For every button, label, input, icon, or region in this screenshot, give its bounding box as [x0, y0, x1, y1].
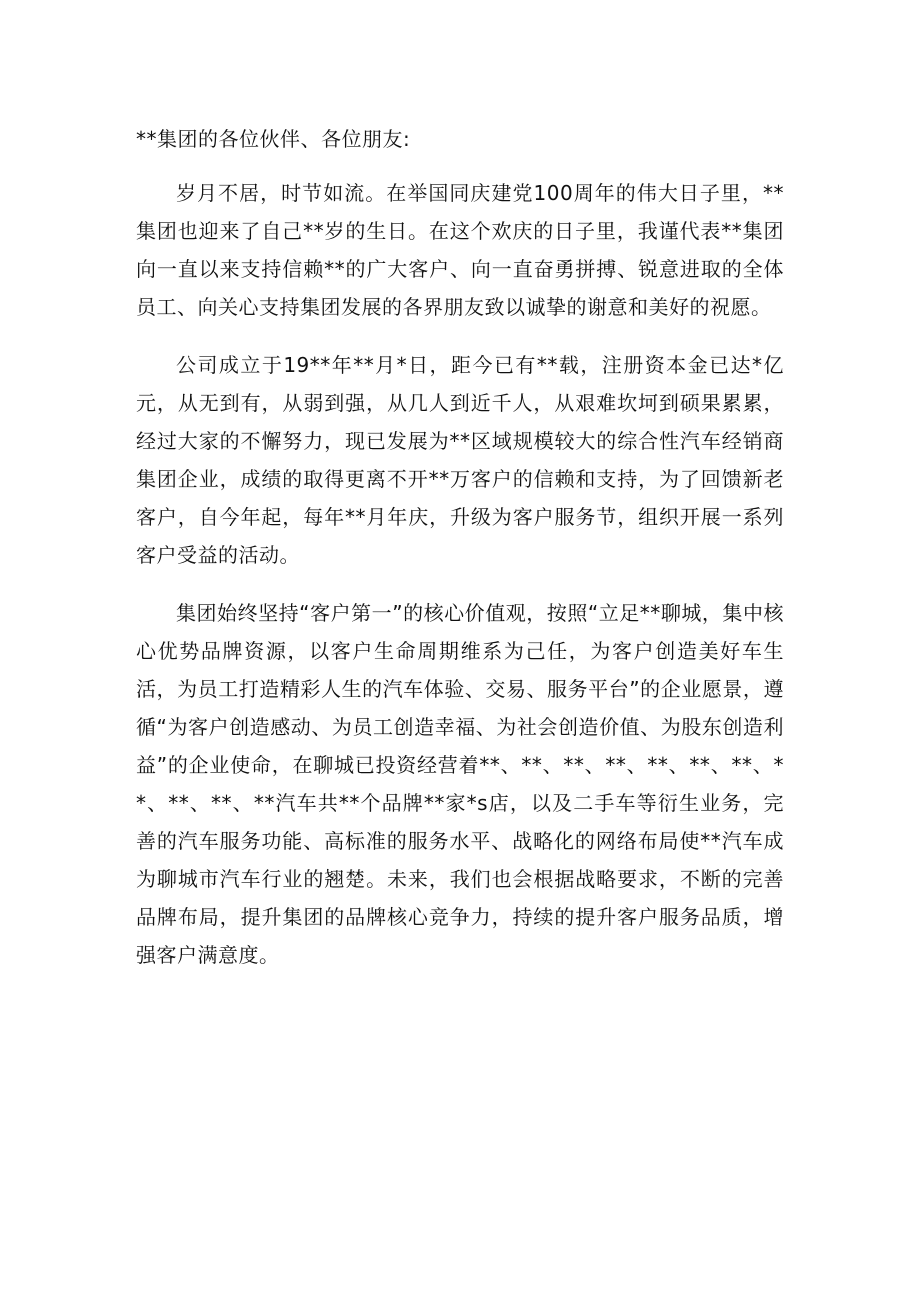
- salutation: **集团的各位伙伴、各位朋友:: [136, 127, 411, 151]
- paragraph-company-history: 公司成立于19**年**月*日，距今已有**载，注册资本金已达*亿元，从无到有，从弱到强，从几人到近千人，从艰难坎坷到硕果累累，经过大家的不懈努力，现已发展为**区域规模较大的综合性汽车经销商集团企业，成绩的取得更离不开**万客户的信赖和支持，为了回馈新老客户，自今年起，每年**月年庆，升级为客户服务节，组织开展一系列客户受益的活动。: [136, 353, 784, 567]
- paragraph-group-vision: 集团始终坚持“客户第一”的核心价值观，按照“立足**聊城，集中核心优势品牌资源，以客户生命周期维系为己任，为客户创造美好车生活，为员工打造精彩人生的汽车体验、交易、服务平台”的企业愿景，遵循“为客户创造感动、为员工创造幸福、为社会创造价值、为股东创造利益”的企业使命，在聊城已投资经营着**、**、**、**、**、**、**、**、**、**、**汽车共**个品牌**家*s店，以及二手车等衍生业务，完善的汽车服务功能、高标准的服务水平、战略化的网络布局使**汽车成为聊城市汽车行业的翘楚。未来，我们也会根据战略要求，不断的完善品牌布局，提升集团的品牌核心竞争力，持续的提升客户服务品质，增强客户满意度。: [136, 601, 784, 967]
- paragraph-anniversary: 岁月不居，时节如流。在举国同庆建党100周年的伟大日子里，**集团也迎来了自己**岁的生日。在这个欢庆的日子里，我谨代表**集团向一直以来支持信赖**的广大客户、向一直奋勇拼搏、锐意进取的全体员工、向关心支持集团发展的各界朋友致以诚挚的谢意和美好的祝愿。: [136, 181, 784, 319]
- document-body: [136, 120, 784, 994]
